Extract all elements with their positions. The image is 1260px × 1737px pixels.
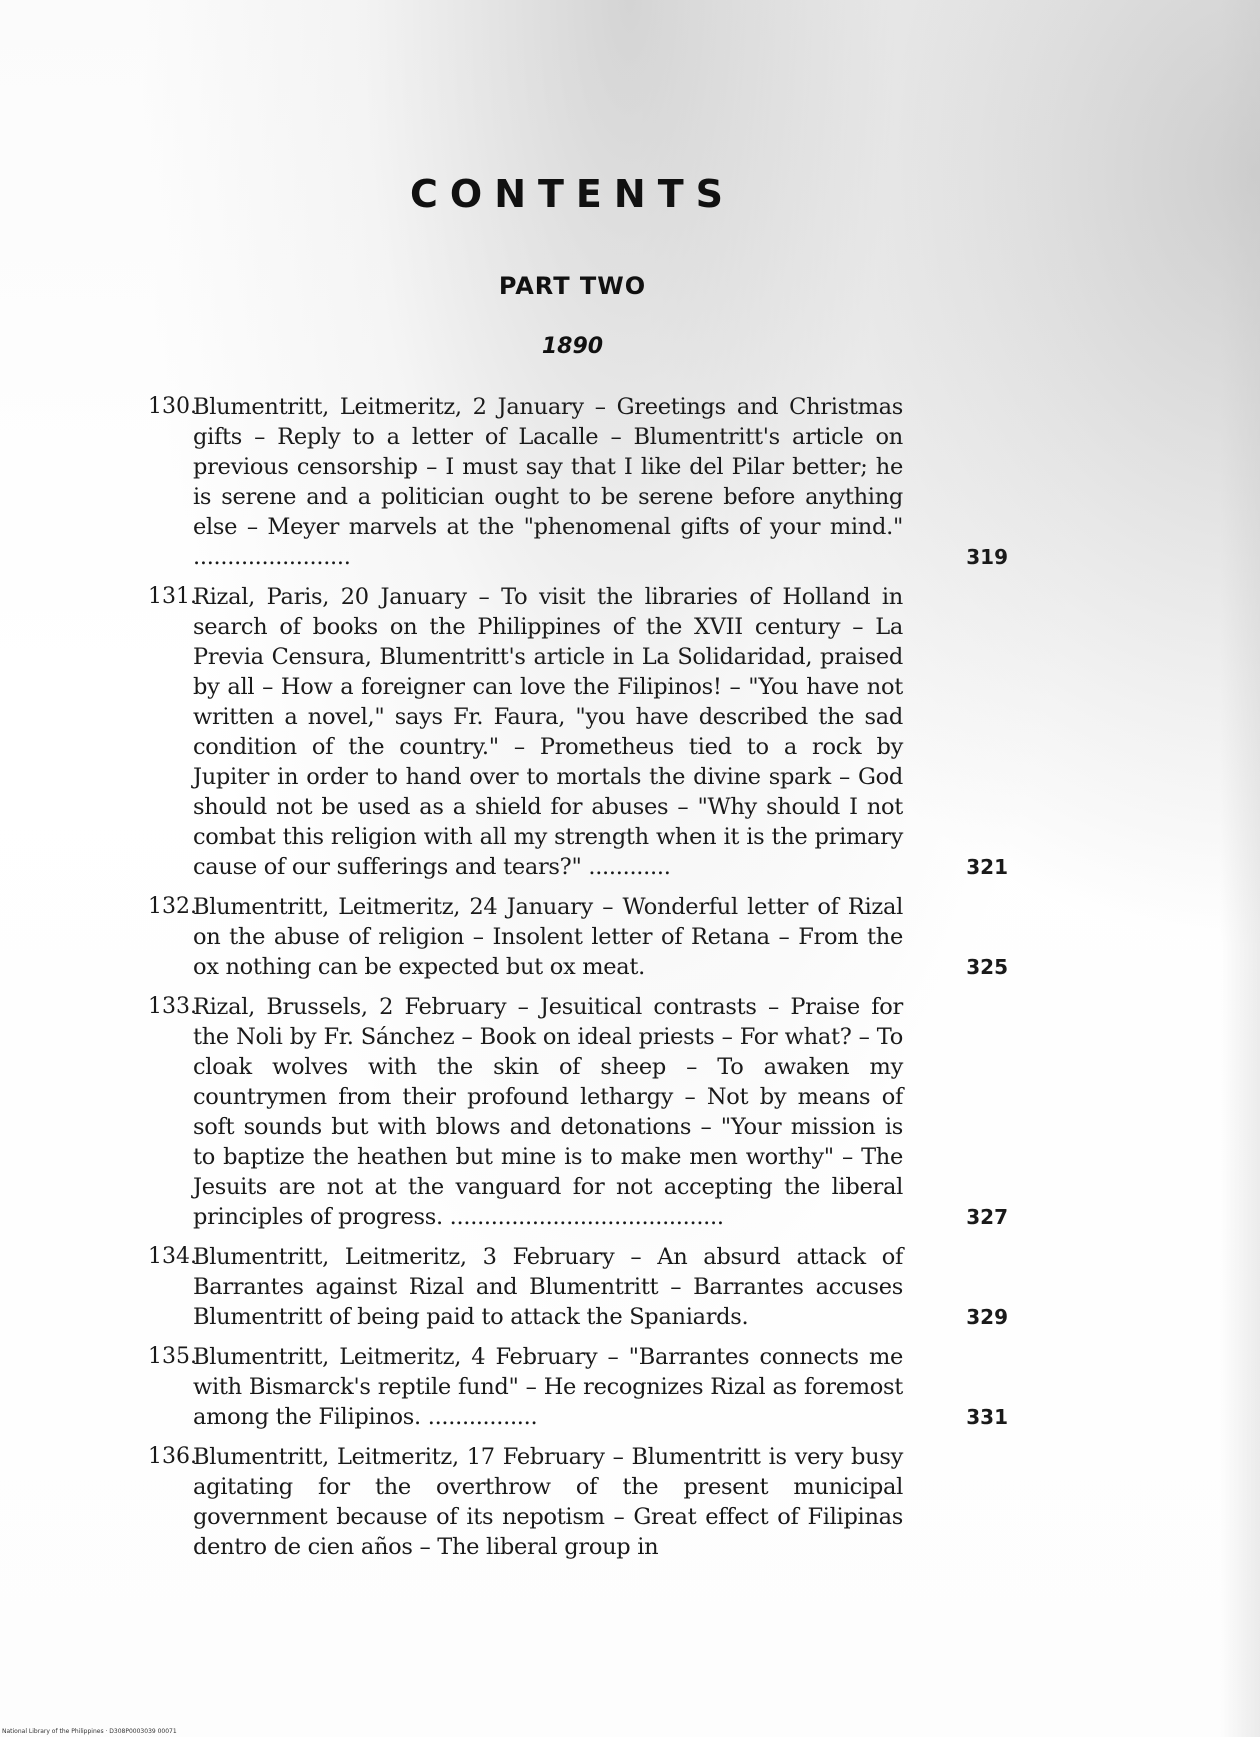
contents-entry [148,392,1008,572]
contents-entry [148,1342,1008,1432]
contents-entry [148,1442,1008,1562]
entry-page-number: 331 [966,1405,1008,1429]
entry-description: Rizal, Brussels, 2 February – Jesuitical contrasts – Praise for the Noli by Fr. Sánchez – Book on ideal priests – For what? – To cloak wolves with the skin of sheep – To awaken my countrymen from their profound lethargy – Not by means of soft sounds but with blows and detonations – "Your mission is to baptize the heathen but mine is to make men worthy" – The Jesuits are not at the vanguard for not accepting the liberal principles of progress. ........................................ [193,994,903,1230]
entry-page-number: 321 [966,855,1008,879]
entry-number: 132. [148,894,197,919]
part-heading: PART TWO [498,272,647,300]
entry-number: 131. [148,584,197,609]
entry-description: Blumentritt, Leitmeritz, 3 February – An absurd attack of Barrantes against Rizal and Blumentritt – Barrantes accuses Blumentritt of being paid to attack the Spaniards. [193,1244,903,1330]
entry-page-number: 327 [966,1205,1008,1229]
entry-description: Blumentritt, Leitmeritz, 24 January – Wonderful letter of Rizal on the abuse of religion – Insolent letter of Retana – From the ox nothing can be expected but ox meat. [193,894,903,980]
entry-number: 136. [148,1444,197,1469]
year-heading: 1890 [541,334,604,359]
entry-description: Rizal, Paris, 20 January – To visit the libraries of Holland in search of books on the Philippines of the XVII century – La Previa Censura, Blumentritt's article in La Solidaridad, praised by all – How a foreigner can love the Filipinos! – "You have not written a novel," says Fr. Faura, "you have described the sad condition of the country." – Prometheus tied to a rock by Jupiter in order to hand over to mortals the divine spark – God should not be used as a shield for abuses – "Why should I not combat this religion with all my strength when it is the primary cause of our sufferings and tears?" ............ [193,584,903,880]
page-edge-shadow [1220,0,1260,1737]
entry-number: 130. [148,394,197,419]
entry-page-number: 319 [966,545,1008,569]
page-title: CONTENTS [410,172,735,216]
entry-description: Blumentritt, Leitmeritz, 17 February – Blumentritt is very busy agitating for the overthrow of the present municipal government because of its nepotism – Great effect of Filipinas dentro de cien años – The liberal group in [193,1444,903,1560]
entry-number: 134. [148,1244,197,1269]
scan-watermark: National Library of the Philippines · D308P0003039 00071 [2,1728,177,1735]
contents-entry [148,582,1008,882]
entry-page-number: 325 [966,955,1008,979]
entry-description: Blumentritt, Leitmeritz, 4 February – "Barrantes connects me with Bismarck's reptile fund" – He recognizes Rizal as foremost among the Filipinos. ................ [193,1344,903,1430]
contents-entry [148,892,1008,982]
entry-page-number: 329 [966,1305,1008,1329]
contents-list [148,392,1008,1572]
contents-entry [148,1242,1008,1332]
entry-number: 135. [148,1344,197,1369]
entry-number: 133. [148,994,197,1019]
entry-description: Blumentritt, Leitmeritz, 2 January – Greetings and Christmas gifts – Reply to a letter of Lacalle – Blumentritt's article on previous censorship – I must say that I like del Pilar better; he is serene and a politician ought to be serene before anything else – Meyer marvels at the "phenomenal gifts of your mind." ....................... [193,394,903,570]
contents-entry [148,992,1008,1232]
